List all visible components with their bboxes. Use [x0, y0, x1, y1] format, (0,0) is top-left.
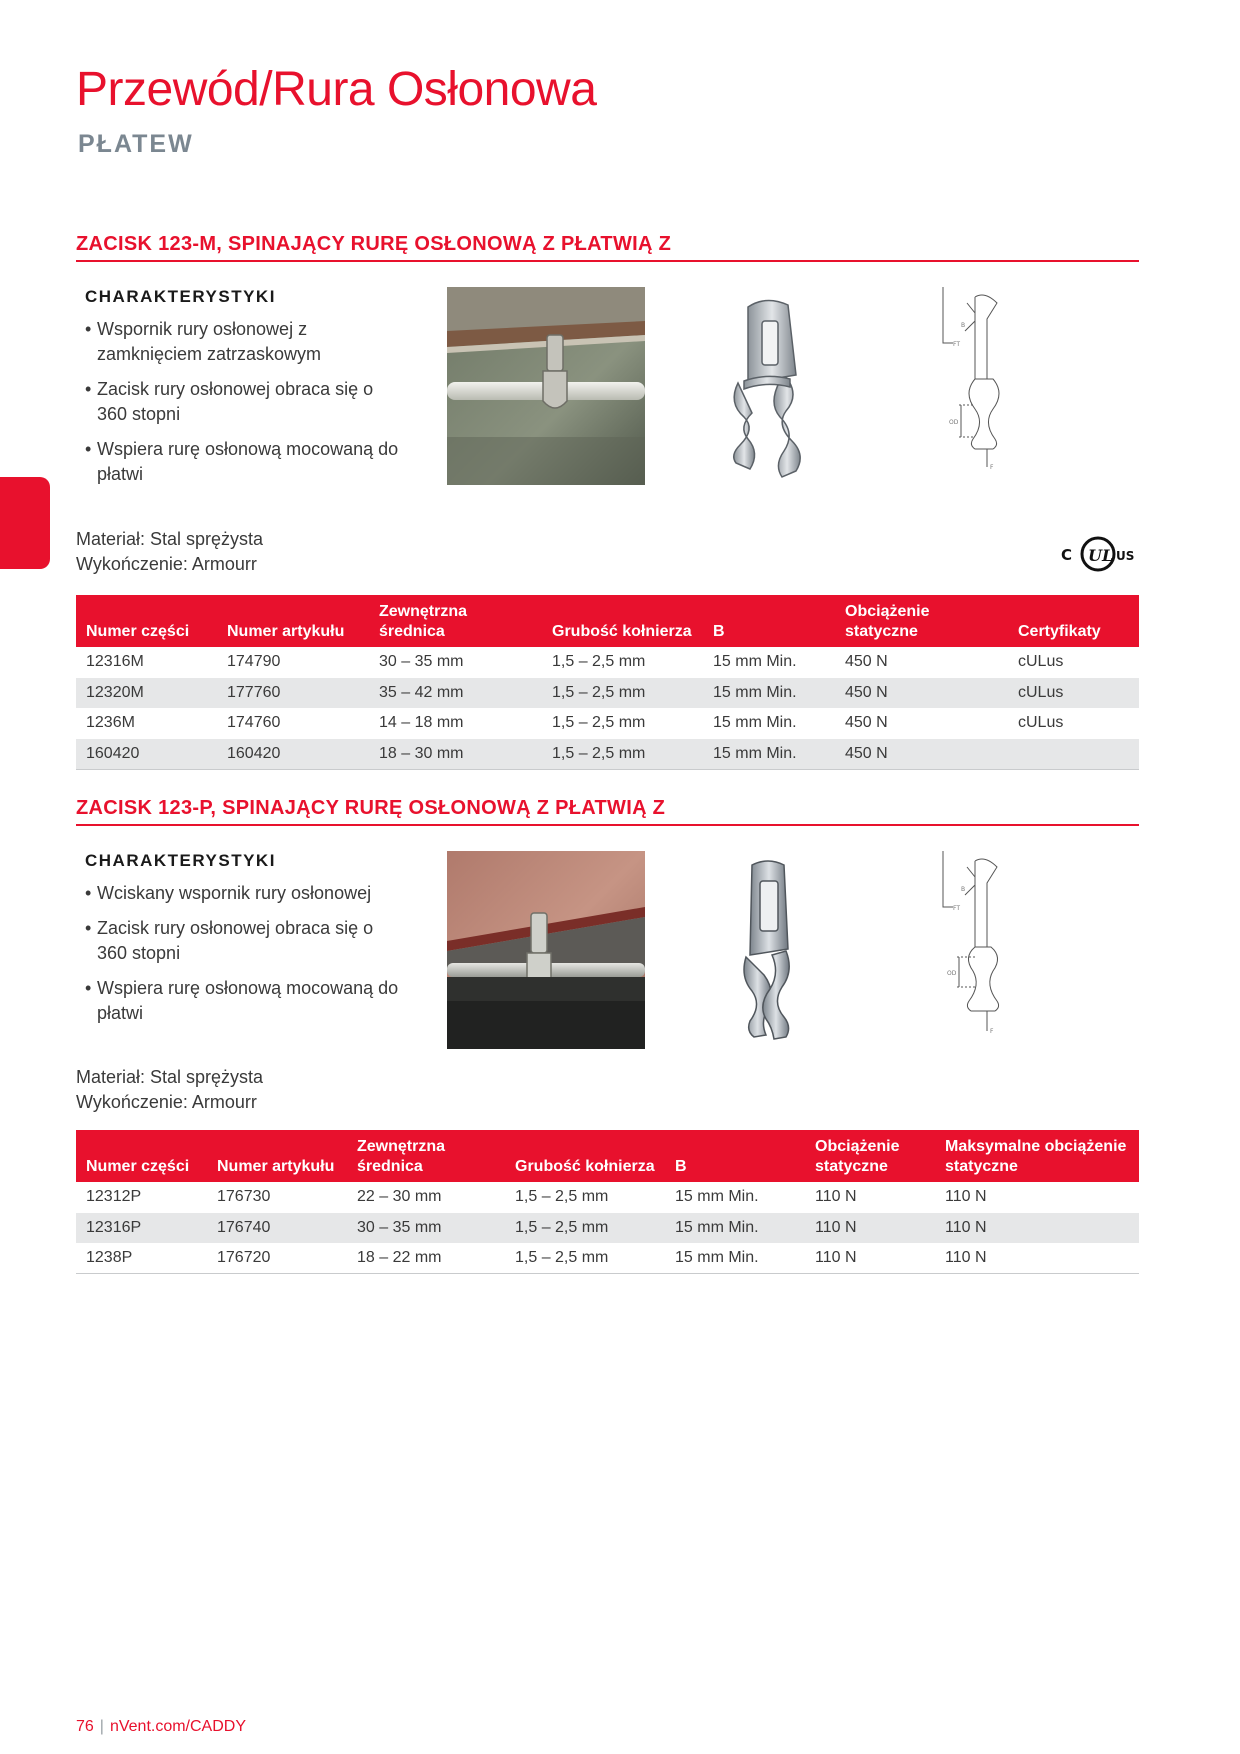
table-cell: 1,5 – 2,5 mm — [515, 1188, 609, 1206]
table-cell: 18 – 22 mm — [347, 1243, 505, 1274]
table-cell: 176730 — [217, 1188, 271, 1206]
material-info — [76, 1065, 263, 1115]
table-cell: 15 mm Min. — [703, 678, 835, 709]
table-cell: 1238P — [76, 1243, 207, 1274]
table-cell: 30 – 35 mm — [347, 1213, 505, 1244]
page-subtitle: PŁATEW — [78, 130, 194, 158]
footer-separator: | — [99, 1718, 104, 1735]
table-cell: 160420 — [217, 739, 369, 770]
table-cell — [1008, 739, 1139, 770]
table-cell: 12312P — [86, 1188, 142, 1206]
side-tab-marker — [0, 477, 50, 569]
page-number: 76 — [76, 1718, 94, 1735]
table-cell: 450 N — [835, 739, 1008, 770]
features-list — [85, 881, 405, 1026]
drawing-label-ft: FT — [953, 341, 961, 348]
installation-photo — [447, 851, 645, 1049]
col-header: Numer artykułu — [217, 595, 369, 647]
feature-item: • Wspiera rurę osłonową mocowaną do płatwi — [85, 437, 405, 487]
table-cell: 450 N — [845, 653, 888, 671]
table-cell: cULus — [1018, 714, 1064, 732]
table-header-row — [76, 1130, 1139, 1182]
feature-item: • Wspiera rurę osłonową mocowaną do płatwi — [85, 976, 405, 1026]
table-cell: 110 N — [935, 1243, 1139, 1274]
table-cell: 110 N — [805, 1213, 935, 1244]
table-cell: 30 – 35 mm — [379, 653, 464, 671]
material-info — [76, 527, 263, 577]
drawing-label-od: OD — [949, 419, 959, 426]
col-header: Obciążenie statyczne — [835, 595, 1008, 647]
feature-item: • Wciskany wspornik rury osłonowej — [85, 881, 405, 906]
product-image — [706, 287, 846, 485]
table-cell: 1,5 – 2,5 mm — [542, 739, 703, 770]
col-header: Maksymalne obciążenie statyczne — [935, 1130, 1139, 1182]
drawing-label-ft: FT — [953, 905, 961, 912]
table-cell: 15 mm Min. — [713, 653, 797, 671]
ul-certification-icon — [1060, 535, 1140, 575]
product-image — [706, 851, 846, 1049]
table-cell: 1,5 – 2,5 mm — [505, 1243, 665, 1274]
drawing-label-od: OD — [947, 970, 957, 977]
finish-text: Wykończenie: Armourr — [76, 1092, 257, 1112]
table-row — [76, 739, 1139, 770]
table-cell: 15 mm Min. — [665, 1213, 805, 1244]
col-header: Numer artykułu — [207, 1130, 347, 1182]
section-123m — [76, 233, 1139, 773]
technical-drawing — [931, 851, 1041, 1049]
table-cell: 1,5 – 2,5 mm — [542, 678, 703, 709]
col-header: B — [703, 595, 835, 647]
col-header: B — [665, 1130, 805, 1182]
finish-text: Wykończenie: Armourr — [76, 554, 257, 574]
feature-item: • Zacisk rury osłonowej obraca się o 360 stopni — [85, 916, 405, 966]
table-cell: 1,5 – 2,5 mm — [552, 714, 646, 732]
table-row — [76, 1243, 1139, 1274]
col-header: Numer części — [76, 595, 217, 647]
table-cell: 110 N — [945, 1188, 987, 1206]
table-cell: 12320M — [76, 678, 217, 709]
drawing-label-f: F — [990, 1028, 994, 1035]
table-cell: 14 – 18 mm — [379, 714, 464, 732]
table-row — [76, 678, 1139, 709]
table-cell: 1,5 – 2,5 mm — [552, 653, 646, 671]
footer — [76, 1718, 246, 1736]
col-header: Certyfikaty — [1008, 595, 1139, 647]
drawing-label-b: B — [961, 886, 966, 893]
col-header: Zewnętrzna średnica — [369, 595, 542, 647]
col-header: Grubość kołnierza — [505, 1130, 665, 1182]
spec-table — [76, 1130, 1139, 1274]
table-cell: 176740 — [207, 1213, 347, 1244]
table-cell: 35 – 42 mm — [369, 678, 542, 709]
material-text: Materiał: Stal sprężysta — [76, 529, 264, 549]
ul-mark-us: US — [1116, 549, 1135, 563]
table-cell: 18 – 30 mm — [369, 739, 542, 770]
section-123p — [76, 797, 1139, 1277]
features-block — [85, 851, 405, 1036]
table-cell: 15 mm Min. — [703, 739, 835, 770]
col-header: Zewnętrzna średnica — [347, 1130, 505, 1182]
spec-table — [76, 595, 1139, 770]
ul-mark-c: C — [1061, 546, 1073, 564]
col-header: Grubość kołnierza — [542, 595, 703, 647]
features-title: CHARAKTERYSTYKI — [85, 287, 276, 306]
drawing-label-f: F — [990, 464, 994, 471]
table-cell: 15 mm Min. — [675, 1188, 759, 1206]
col-header: Numer części — [76, 1130, 207, 1182]
material-text: Materiał: Stal sprężysta — [76, 1067, 264, 1087]
table-row — [76, 647, 1139, 678]
features-title: CHARAKTERYSTYKI — [85, 851, 276, 870]
table-cell: 12316M — [86, 653, 144, 671]
section-heading: ZACISK 123-P, SPINAJĄCY RURĘ OSŁONOWĄ Z PŁATWIĄ Z — [76, 797, 1139, 826]
table-cell: 450 N — [835, 678, 1008, 709]
table-cell: 160420 — [76, 739, 217, 770]
features-block — [85, 287, 405, 497]
installation-photo — [447, 287, 645, 485]
page-title: Przewód/Rura Osłonowa — [76, 63, 597, 116]
features-list — [85, 317, 405, 487]
table-row — [76, 1213, 1139, 1244]
table-cell: 22 – 30 mm — [357, 1188, 442, 1206]
table-cell: 110 N — [815, 1188, 857, 1206]
table-cell: 12316P — [76, 1213, 207, 1244]
table-row — [76, 1182, 1139, 1213]
table-cell: 450 N — [845, 714, 888, 732]
table-cell: 110 N — [805, 1243, 935, 1274]
table-cell: 15 mm Min. — [713, 714, 797, 732]
section-heading: ZACISK 123-M, SPINAJĄCY RURĘ OSŁONOWĄ Z PŁATWIĄ Z — [76, 233, 1139, 262]
table-cell: 110 N — [935, 1213, 1139, 1244]
table-cell: 1,5 – 2,5 mm — [505, 1213, 665, 1244]
table-cell: 174790 — [227, 653, 281, 671]
col-header: Obciążenie statyczne — [805, 1130, 935, 1182]
table-cell: cULus — [1018, 653, 1064, 671]
table-cell: 15 mm Min. — [665, 1243, 805, 1274]
table-cell: 177760 — [217, 678, 369, 709]
ul-mark-ul: UL — [1088, 546, 1114, 565]
footer-url[interactable]: nVent.com/CADDY — [109, 1718, 247, 1735]
drawing-label-b: B — [961, 322, 966, 329]
technical-drawing — [931, 287, 1041, 485]
table-row — [76, 708, 1139, 739]
table-cell: cULus — [1008, 678, 1139, 709]
table-cell: 176720 — [207, 1243, 347, 1274]
feature-item: • Zacisk rury osłonowej obraca się o 360 stopni — [85, 377, 405, 427]
table-cell: 1236M — [86, 714, 135, 732]
feature-item: • Wspornik rury osłonowej z zamknięciem zatrzaskowym — [85, 317, 405, 367]
table-cell: 174760 — [227, 714, 281, 732]
table-header-row — [76, 595, 1139, 647]
